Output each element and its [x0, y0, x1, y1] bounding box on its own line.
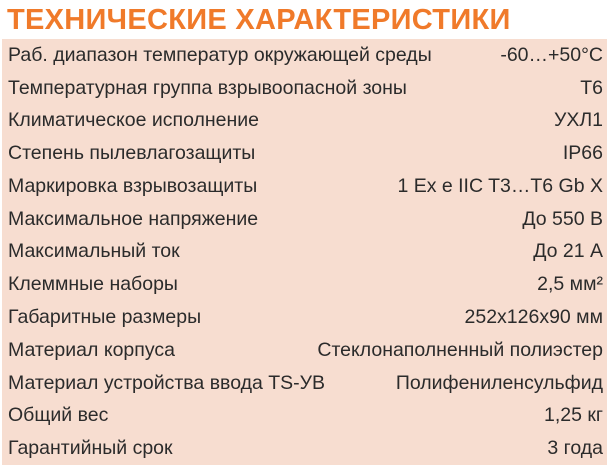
table-row	[2, 301, 607, 334]
row-value: Стеклонаполненный полиэстер	[317, 338, 603, 361]
row-value: УХЛ1	[553, 109, 603, 132]
row-value: До 21 А	[533, 240, 603, 263]
table-row	[2, 432, 607, 465]
table-row	[2, 203, 607, 236]
table-row	[2, 137, 607, 170]
table-row	[2, 72, 607, 105]
row-value: 1 Ex e IIC T3…T6 Gb X	[397, 174, 603, 197]
row-parameter: Материал корпуса	[8, 338, 175, 361]
row-value: -60…+50°С	[500, 43, 603, 66]
row-value: 3 года	[547, 437, 603, 460]
table-row	[2, 236, 607, 269]
row-parameter: Температурная группа взрывоопасной зоны	[8, 76, 407, 99]
row-parameter: Гарантийный срок	[8, 437, 173, 460]
row-parameter: Клеммные наборы	[8, 273, 178, 296]
table-row	[2, 399, 607, 432]
row-value: 1,25 кг	[543, 404, 603, 427]
row-value: 252х126х90 мм	[464, 306, 603, 328]
row-parameter: Маркировка взрывозащиты	[8, 174, 258, 197]
row-value: До 550 В	[522, 207, 603, 230]
row-parameter: Материал устройства ввода TS-УВ	[8, 371, 326, 394]
table-row	[2, 170, 607, 203]
table-row	[2, 39, 607, 72]
table-row	[2, 367, 607, 400]
row-parameter: Общий вес	[8, 404, 109, 427]
table-row	[2, 334, 607, 367]
row-value: IP66	[562, 142, 603, 165]
page-title: ТЕХНИЧЕСКИЕ ХАРАКТЕРИСТИКИ	[7, 4, 511, 36]
row-parameter: Максимальный ток	[8, 240, 180, 263]
table-row	[2, 105, 607, 138]
row-value: Т6	[580, 76, 603, 99]
table-row	[2, 268, 607, 301]
row-parameter: Максимальное напряжение	[8, 207, 259, 230]
row-parameter: Раб. диапазон температур окружающей среды	[8, 43, 432, 66]
row-parameter: Климатическое исполнение	[8, 109, 260, 132]
row-parameter: Габаритные размеры	[8, 306, 202, 328]
row-value: Полифениленсульфид	[395, 371, 603, 394]
row-value: 2,5 мм²	[537, 273, 603, 296]
specifications-table	[2, 39, 607, 465]
row-parameter: Степень пылевлагозащиты	[8, 142, 256, 165]
